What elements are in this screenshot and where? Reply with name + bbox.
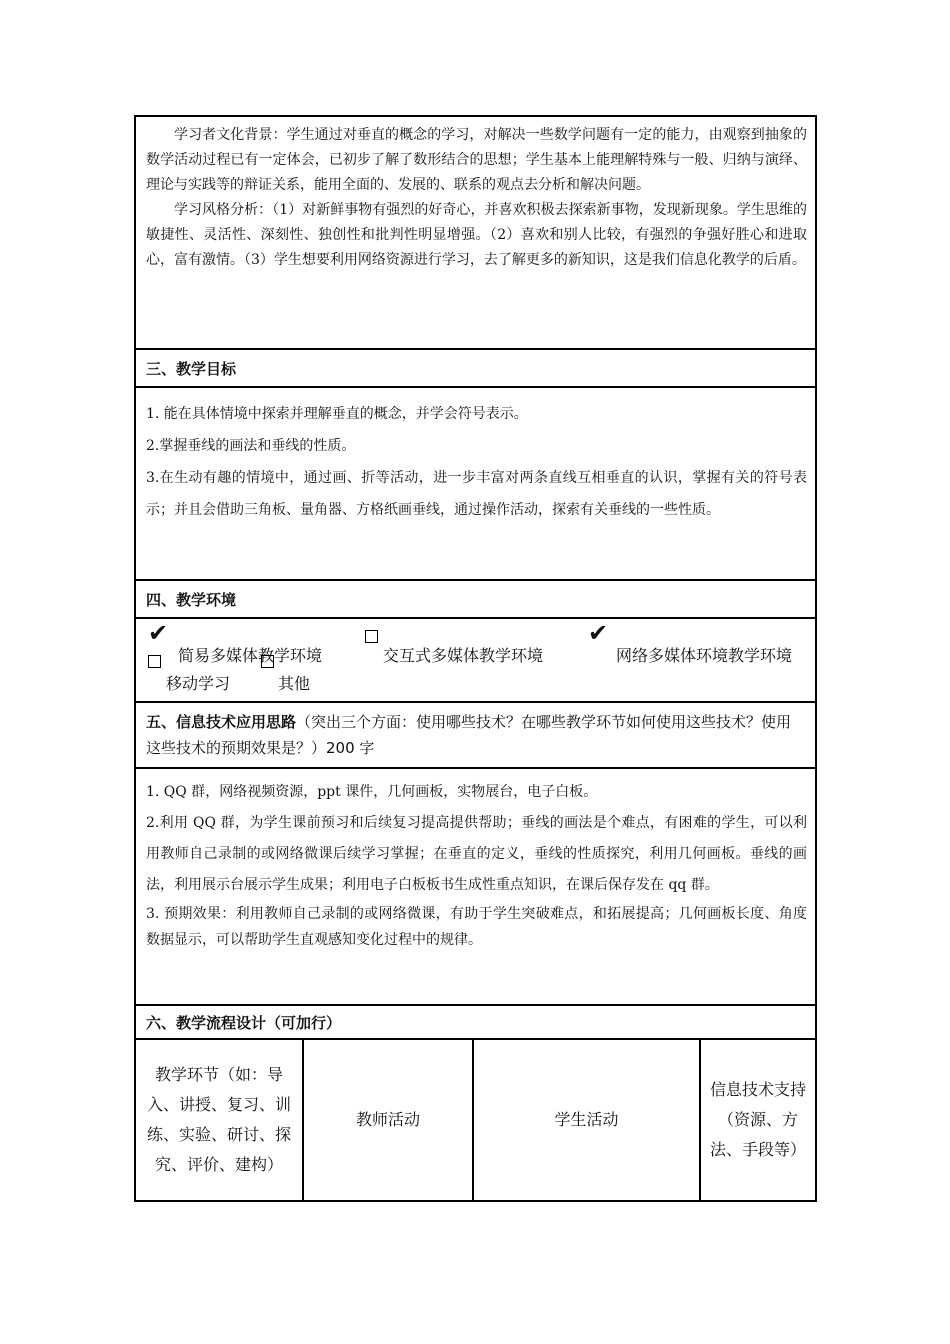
- checkmark-icon[interactable]: ✔: [148, 619, 169, 647]
- tech-heading-subtitle: （突出三个方面：使用哪些技术？在哪些教学环节如何使用这些技术？使用这些技术的预期效果是？）200 字: [146, 713, 792, 757]
- section-heading-tech: [136, 703, 815, 769]
- column-header-stage: 教学环节（如：导入、讲授、复习、训练、实验、研讨、探究、评价、建构）: [136, 1040, 304, 1200]
- environment-options: [136, 619, 815, 703]
- learning-style-paragraph: 学习风格分析：（1）对新鲜事物有强烈的好奇心，并喜欢积极去探索新事物，发现新现象。学生思维的敏捷性、灵活性、深刻性、独创性和批判性明显增强。（2）喜欢和别人比较，有强烈的争强好胜心和进取心，富有激情。（3）学生想要利用网络资源进行学习，去了解更多的新知识，这是我们信息化教学的后盾。: [146, 202, 807, 268]
- goals-cell: [136, 388, 815, 581]
- checkbox-icon[interactable]: [148, 655, 161, 668]
- checkbox-icon[interactable]: [365, 630, 378, 643]
- tech-item: 1. QQ 群，网络视频资源，ppt 课件，几何画板，实物展台，电子白板。: [146, 784, 598, 800]
- tech-item: 3. 预期效果：利用教师自己录制的或网络微课，有助于学生突破难点，和拓展提高；几何画板长度、角度数据显示，可以帮助学生直观感知变化过程中的规律。: [146, 906, 807, 948]
- tech-heading-title: 五、信息技术应用思路: [146, 713, 297, 731]
- lesson-plan-table: [134, 115, 817, 1202]
- flow-header-row: [136, 1040, 815, 1200]
- learner-background-paragraph: 学习者文化背景：学生通过对垂直的概念的学习，对解决一些数学问题有一定的能力，由观察到抽象的数学活动过程已有一定体会，已初步了解了数形结合的思想；学生基本上能理解特殊与一般、归纳与演绎、理论与实践等的辩证关系，能用全面的、发展的、联系的观点去分析和解决问题。: [146, 127, 807, 193]
- option-other: 其他: [278, 674, 311, 693]
- learner-background-cell: [136, 117, 815, 350]
- section-heading-environment: 四、教学环境: [136, 581, 815, 619]
- section-heading-flow: 六、教学流程设计（可加行）: [136, 1006, 815, 1040]
- option-interactive-multimedia: 交互式多媒体教学环境: [383, 646, 544, 665]
- column-header-teacher: 教师活动: [304, 1040, 474, 1200]
- goal-item: 2.掌握垂线的画法和垂线的性质。: [146, 438, 356, 454]
- tech-item: 2.利用 QQ 群，为学生课前预习和后续复习提高提供帮助；垂线的画法是个难点，有困难的学生，可以利用教师自己录制的或网络微课后续学习掌握；在垂直的定义，垂线的性质探究，利用几何画板。垂线的画法，利用展示台展示学生成果；利用电子白板板书生成性重点知识，在课后保存发在 qq 群。: [146, 815, 807, 893]
- option-network-multimedia: 网络多媒体环境教学环境: [616, 646, 793, 665]
- tech-cell: [136, 769, 815, 1006]
- option-simple-multimedia: 简易多媒体教学环境: [178, 646, 323, 665]
- column-header-student: 学生活动: [474, 1040, 701, 1200]
- checkmark-icon[interactable]: ✔: [588, 619, 609, 647]
- column-header-it-support: 信息技术支持（资源、方法、手段等）: [709, 1080, 806, 1159]
- checkbox-icon[interactable]: [261, 655, 274, 668]
- goal-item: 1. 能在具体情境中探索并理解垂直的概念，并学会符号表示。: [146, 406, 528, 422]
- section-heading-goals: 三、教学目标: [136, 350, 815, 388]
- goal-item: 3.在生动有趣的情境中，通过画、折等活动，进一步丰富对两条直线互相垂直的认识，掌握有关的符号表示；并且会借助三角板、量角器、方格纸画垂线，通过操作活动，探索有关垂线的一些性质。: [146, 470, 807, 518]
- option-mobile-learning: 移动学习: [166, 674, 231, 693]
